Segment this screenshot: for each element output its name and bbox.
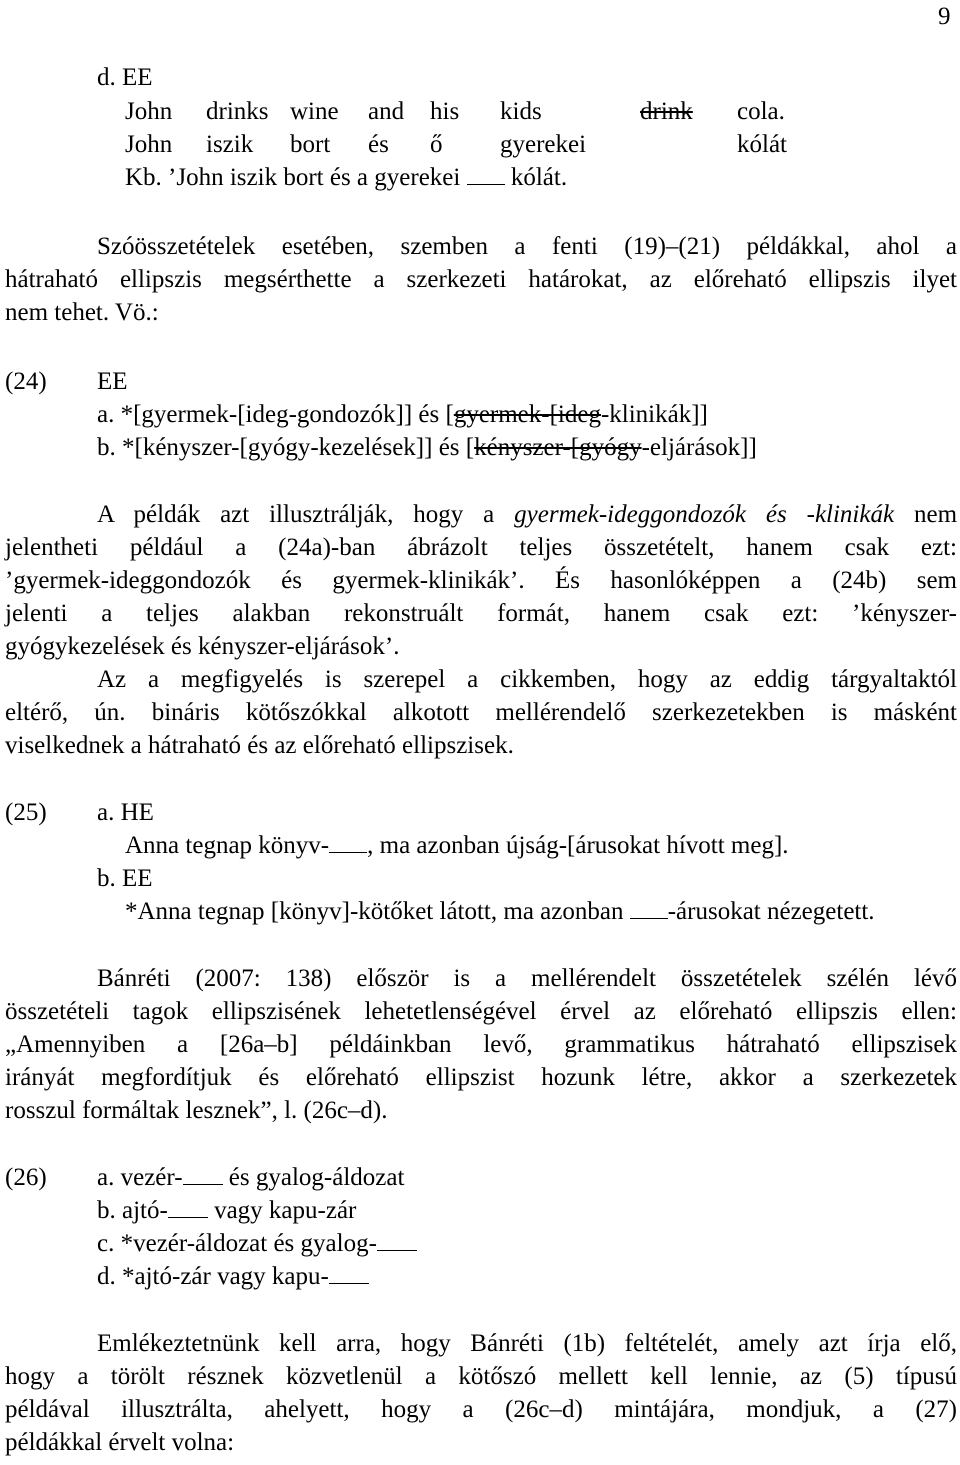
- italic-phrase: gyermek-ideggondozók és -klinikák: [514, 501, 895, 528]
- page-number: 9: [938, 3, 951, 30]
- example-23d-label: d. EE: [97, 64, 153, 91]
- example-25b-label: b. EE: [97, 865, 153, 892]
- paragraph-line: ’gyermek-ideggondozók és gyermek-klinikák’. És hasonlóképpen a (24b) sem: [5, 567, 957, 594]
- paragraph-line: összetételi tagok ellipszisének lehetetlenségével érvel az előreható ellipszis ellen:: [5, 998, 957, 1025]
- gap-blank: [377, 1232, 417, 1251]
- paragraph-line: példával illusztrálta, ahelyett, hogy a (26c–d) mintájára, mondjuk, a (27): [5, 1396, 957, 1423]
- example-25a-label: a. HE: [97, 799, 154, 826]
- gloss-word: wine: [290, 98, 339, 125]
- gloss-word: iszik: [206, 131, 254, 158]
- struck-word: drink: [640, 98, 693, 125]
- gloss-word: gyerekei: [500, 131, 587, 158]
- paragraph-line: Az a megfigyelés is szerepel a cikkemben, hogy az eddig tárgyaltaktól: [97, 666, 957, 693]
- paragraph-line: hátraható ellipszis megsérthette a szerkezeti határokat, az előreható ellipszis ilyet: [5, 266, 957, 293]
- paragraph-line: jelenti a teljes alakban rekonstruált formát, hanem csak ezt: ’kényszer-: [5, 600, 957, 627]
- example-26c: c. *vezér-áldozat és gyalog-: [97, 1229, 417, 1259]
- gloss-word: és: [368, 131, 389, 158]
- example-number: (26): [5, 1164, 47, 1191]
- example-24a: a. *[gyermek-[ideg-gondozók]] és [gyermek-[ideg-klinikák]]: [97, 401, 708, 428]
- paragraph-line: hogy a törölt résznek közvetlenül a kötőszó mellett kell lennie, az (5) típusú: [5, 1363, 957, 1390]
- paragraph-line: Bánréti (2007: 138) először is a mellérendelt összetételek szélén lévő: [97, 965, 957, 992]
- gloss-word: John: [125, 98, 173, 125]
- paragraph-line: eltérő, ún. bináris kötőszókkal alkotott mellérendelő szerkezetekben is másként: [5, 699, 957, 726]
- gloss-word: John: [125, 131, 173, 158]
- paragraph-line: rosszul formáltak lesznek”, l. (26c–d).: [5, 1097, 388, 1124]
- example-type: EE: [97, 368, 128, 395]
- example-25b: *Anna tegnap [könyv]-kötőket látott, ma azonban -árusokat nézegetett.: [125, 898, 875, 925]
- gap-blank: [329, 1265, 369, 1284]
- example-number: (25): [5, 799, 47, 826]
- paragraph-line: „Amennyiben a [26a–b] példáinkban levő, grammatikus hátraható ellipszisek: [5, 1031, 957, 1058]
- struck-text: gyermek-[ideg: [453, 401, 601, 428]
- paragraph-line: irányát megfordítjuk és előreható ellipszist hozunk létre, akkor a szerkezetek: [5, 1064, 957, 1091]
- gloss-word: cola.: [737, 98, 785, 125]
- paragraph-line: Emlékeztetnünk kell arra, hogy Bánréti (1b) feltételét, amely azt írja elő,: [97, 1330, 957, 1357]
- example-number: (24): [5, 368, 47, 395]
- paragraph-line: nem tehet. Vö.:: [5, 299, 159, 326]
- paragraph-line: gyógykezelések és kényszer-eljárások’.: [5, 633, 400, 660]
- gloss-word: drinks: [206, 98, 269, 125]
- example-24b: b. *[kényszer-[gyógy-kezelések]] és [kényszer-[gyógy-eljárások]]: [97, 434, 757, 461]
- gloss-word: bort: [290, 131, 331, 158]
- paragraph-line: jelentheti például a (24a)-ban ábrázolt teljes összetételt, hanem csak ezt:: [5, 534, 957, 561]
- gap-blank: [329, 834, 367, 853]
- example-26a: a. vezér- és gyalog-áldozat: [97, 1164, 405, 1191]
- gloss-word: and: [368, 98, 405, 125]
- gloss-word: ő: [430, 131, 443, 158]
- struck-text: kényszer-[gyógy: [474, 434, 642, 461]
- gloss-word: his: [430, 98, 460, 125]
- example-26b: b. ajtó- vagy kapu-zár: [97, 1197, 357, 1224]
- paragraph-line: viselkednek a hátraható és az előreható ellipszisek.: [5, 732, 514, 759]
- paragraph-line: példákkal érvelt volna:: [5, 1429, 235, 1456]
- example-26d: d. *ajtó-zár vagy kapu-: [97, 1262, 369, 1292]
- example-23d-paraphrase: Kb. ’John iszik bort és a gyerekei kólát.: [125, 164, 568, 191]
- gap-blank: [467, 166, 505, 185]
- gloss-word: kólát: [737, 131, 787, 158]
- paragraph-line: Szóösszetételek esetében, szemben a fenti (19)–(21) példákkal, ahol a: [97, 233, 957, 260]
- gap-blank: [183, 1166, 223, 1185]
- gloss-word: kids: [500, 98, 542, 125]
- paragraph-line: A példák azt illusztrálják, hogy a gyermek-ideggondozók és -klinikák nem: [97, 501, 958, 528]
- gap-blank: [630, 900, 668, 919]
- example-25a: Anna tegnap könyv- , ma azonban újság-[árusokat hívott meg].: [125, 832, 789, 859]
- gap-blank: [168, 1199, 208, 1218]
